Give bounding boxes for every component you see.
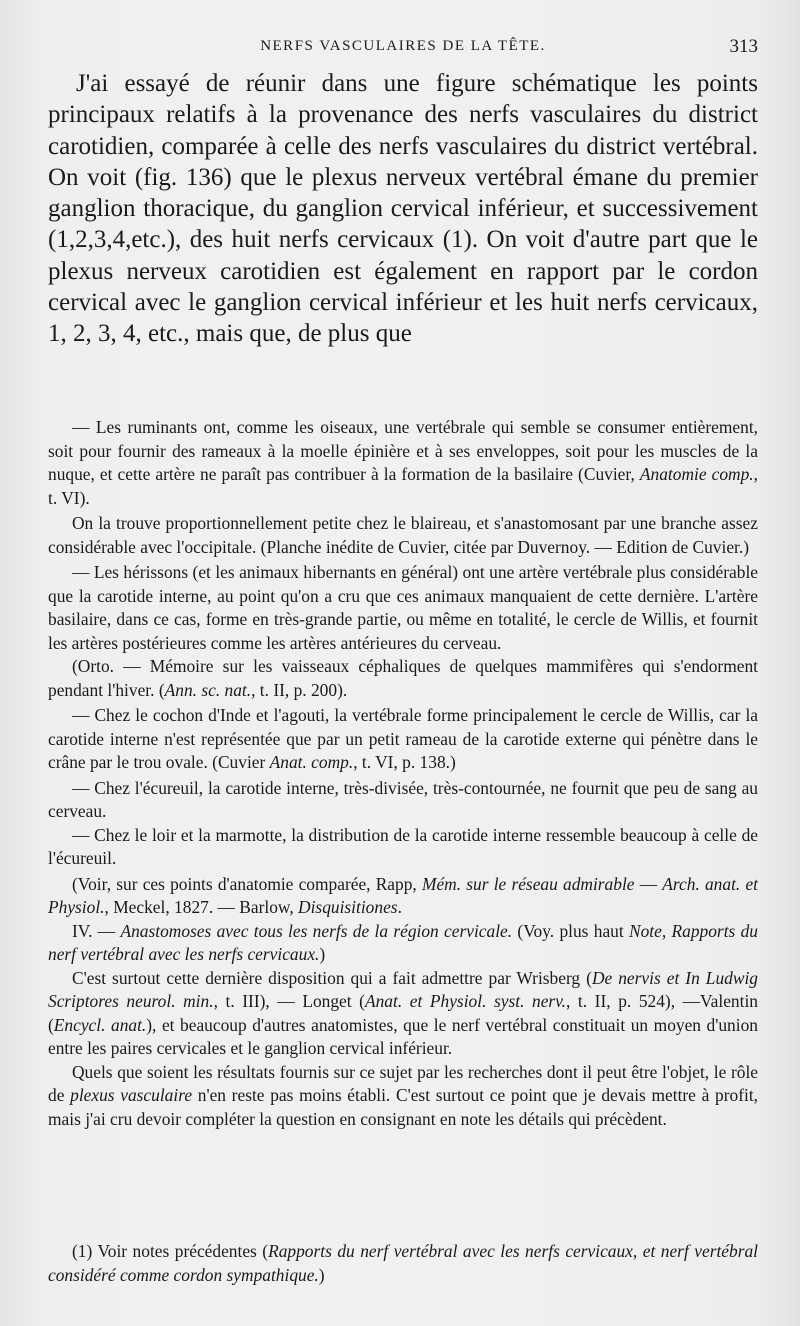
note-ruminants: — Les ruminants ont, comme les oiseaux, une vertébrale qui semble se consumer entièrement, soit pour fournir des rameaux à la moelle épinière et à ses enveloppes, soit pour les muscles de la nuque, et cette artère ne paraît pas contribuer à la formation de la basilaire (Cuvier, Anatomie comp., t. VI). <box>48 417 758 508</box>
running-title: NERFS VASCULAIRES DE LA TÊTE. <box>260 38 546 54</box>
page-header <box>48 36 758 60</box>
note-voir-rapp: (Voir, sur ces points d'anatomie comparée, Rapp, Mém. sur le réseau admirable — Arch. anat. et Physiol., Meckel, 1827. — Barlow, Disquisitiones. <box>48 873 758 917</box>
note-orto: (Orto. — Mémoire sur les vaisseaux céphaliques de quelques mammifères qui s'endorment pendant l'hiver. (Ann. sc. nat., t. II, p. 200). <box>48 656 758 700</box>
page-number: 313 <box>729 36 758 57</box>
notes-section <box>48 416 758 1133</box>
note-loir: — Chez le loir et la marmotte, la distribution de la carotide interne ressemble beaucoup à celle de l'écureuil. <box>48 824 758 868</box>
note-blaireau: On la trouve proportionnellement petite chez le blaireau, et s'anastomosant par une branche assez considérable avec l'occipitale. (Planche inédite de Cuvier, citée par Duvernoy. — Edition de Cuvier.) <box>48 513 758 557</box>
main-paragraph: J'ai essayé de réunir dans une figure schématique les points principaux relatifs à la provenance des nerfs vasculaires du district carotidien, comparée à celle des nerfs vasculaires du district vertébral. On voit (fig. 136) que le plexus nerveux vertébral émane du premier ganglion thoracique, du ganglion cervical inférieur, et successivement (1,2,3,4,etc.), des huit nerfs cervicaux (1). On voit d'autre part que le plexus nerveux carotidien est également en rapport par le cordon cervical avec le ganglion cervical inférieur et les huit nerfs cervicaux, 1, 2, 3, 4, etc., mais que, de plus que <box>48 70 758 348</box>
note-anastomoses: IV. — Anastomoses avec tous les nerfs de la région cervicale. (Voy. plus haut Note, Rapports du nerf vertébral avec les nerfs cervicaux.) <box>48 920 758 964</box>
footnote-1: (1) Voir notes précédentes (Rapports du nerf vertébral avec les nerfs cervicaux, et nerf vertébral considéré comme cordon sympathique.) <box>48 1241 759 1285</box>
note-cochon: — Chez le cochon d'Inde et l'agouti, la vertébrale forme principalement le cercle de Willis, car la carotide interne n'est représentée que par un petit rameau de la carotide externe qui pénètre dans le crâne par le trou ovale. (Cuvier Anat. comp., t. VI, p. 138.) <box>48 705 758 772</box>
note-wrisberg: C'est surtout cette dernière disposition qui a fait admettre par Wrisberg (De nervis et In Ludwig Scriptores neurol. min., t. III), — Longet (Anat. et Physiol. syst. nerv., t. II, p. 524), —Valentin (Encycl. anat.), et beaucoup d'autres anatomistes, que le nerf vertébral constituait un moyen d'union entre les paires cervicales et le ganglion cervical inférieur. <box>48 967 758 1058</box>
main-text <box>48 68 758 350</box>
note-herissons: — Les hérissons (et les animaux hibernants en général) ont une artère vertébrale plus considérable que la carotide interne, au point qu'on a cru que ces animaux manquaient de cette dernière. L'artère basilaire, dans ce cas, forme en très-grande partie, ou même en totalité, le cercle de Willis, et fournit les artères postérieures comme les artères antérieures du cerveau. <box>48 562 758 653</box>
footnote <box>48 1240 758 1287</box>
note-quels-que-soient: Quels que soient les résultats fournis sur ce sujet par les recherches dont il peut être l'objet, le rôle de plexus vasculaire n'en reste pas moins établi. C'est surtout ce point que je devais mettre à profit, mais j'ai cru devoir compléter la question en consignant en note les détails qui précèdent. <box>48 1061 759 1129</box>
note-ecureuil: — Chez l'écureuil, la carotide interne, très-divisée, très-contournée, ne fournit que peu de sang au cerveau. <box>48 777 758 821</box>
